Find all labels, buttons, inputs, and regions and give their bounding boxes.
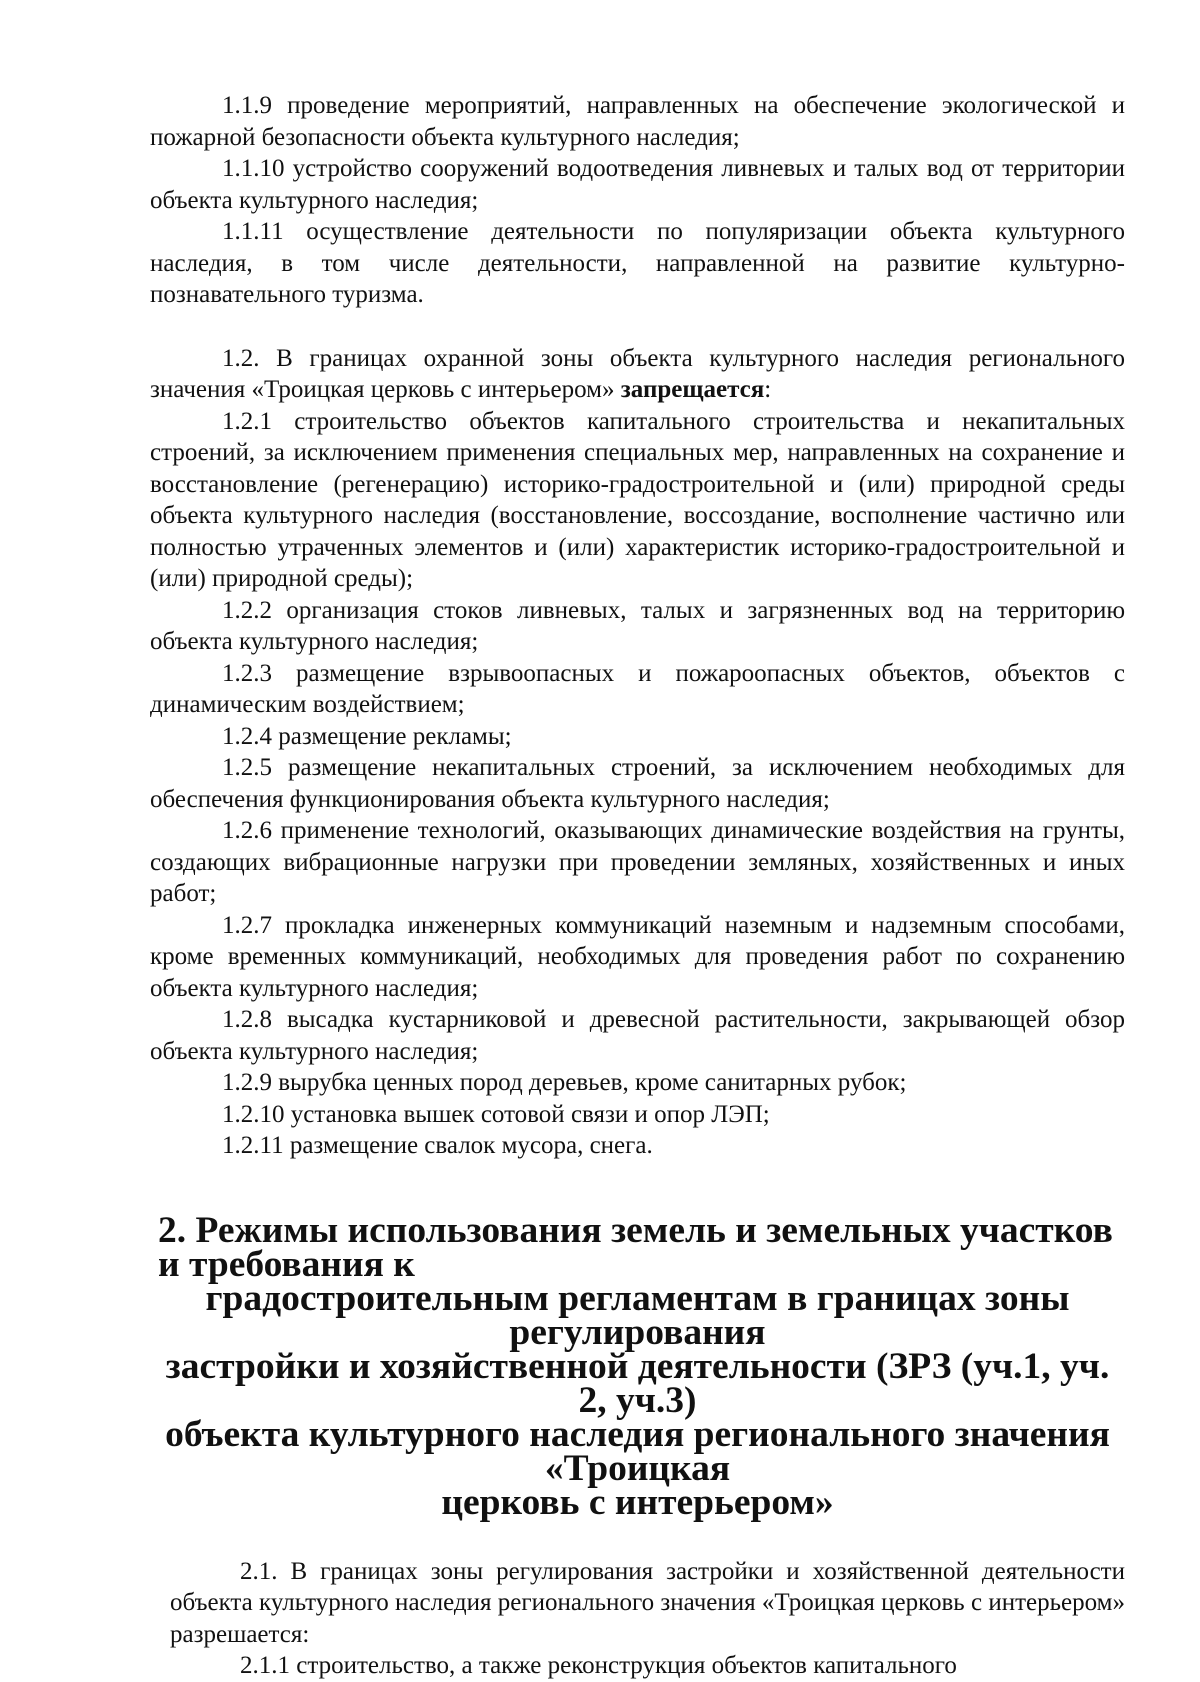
paragraph-1-2-6: 1.2.6 применение технологий, оказывающих динамические воздействия на грунты, создающих вибрационные нагрузки при проведении земляных, хозяйственных и иных работ; [150, 817, 1125, 907]
spacer [150, 1162, 1125, 1214]
paragraph-1-2-4: 1.2.4 размещение рекламы; [222, 722, 512, 750]
section-2-heading-line: 2. Режимы использования земель и земельных участков и требования к [158, 1209, 1113, 1285]
paragraph-1-2-11: 1.2.11 размещение свалок мусора, снега. [222, 1132, 653, 1159]
paragraph-1-2-text: 1.2. В границах охранной зоны объекта культурного наследия регионального значения «Троицкая церковь с интерьером» [150, 344, 1125, 403]
paragraph-1-2-5: 1.2.5 размещение некапитальных строений, за исключением необходимых для обеспечения функционирования объекта культурного наследия; [150, 754, 1125, 813]
paragraph-1-1-9: 1.1.9 проведение мероприятий, направленных на обеспечение экологической и пожарной безопасности объекта культурного наследия; [150, 92, 1125, 151]
section-2-heading-line: церковь с интерьером» [441, 1481, 834, 1523]
paragraph-1-2-1: 1.2.1 строительство объектов капитального строительства и некапитальных строений, за исключением применения специальных мер, направленных на сохранение и восстановление (регенерацию) историко-градостроительной и (или) природной среды объекта культурного наследия (восстановление, воссоздание, восполнение частично или полностью утраченных элементов и (или) характеристик историко-градостроительной и (или) природной среды); [150, 407, 1125, 592]
paragraph-1-2-8: 1.2.8 высадка кустарниковой и древесной растительности, закрывающей обзор объекта культурного наследия; [150, 1006, 1125, 1065]
paragraph-1-2-7: 1.2.7 прокладка инженерных коммуникаций наземным и надземным способами, кроме временных коммуникаций, необходимых для проведения работ по сохранению объекта культурного наследия; [150, 911, 1125, 1002]
paragraph-1-2-10: 1.2.10 установка вышек сотовой связи и опор ЛЭП; [222, 1100, 770, 1128]
paragraph-1-2-tail: : [764, 376, 772, 403]
paragraph-1-2-9: 1.2.9 вырубка ценных пород деревьев, кроме санитарных рубок; [222, 1069, 907, 1096]
section-2-heading-line: объекта культурного наследия регионального значения «Троицкая [165, 1413, 1110, 1489]
paragraph-1-1-10: 1.1.10 устройство сооружений водоотведения ливневых и талых вод от территории объекта культурного наследия; [150, 155, 1125, 214]
paragraph-1-2-2: 1.2.2 организация стоков ливневых, талых и загрязненных вод на территорию объекта культурного наследия; [150, 596, 1125, 655]
paragraph-1-2 [150, 343, 1125, 406]
section-2-heading-line: застройки и хозяйственной деятельности (ЗРЗ (уч.1, уч. 2, уч.3) [165, 1345, 1110, 1421]
paragraph-2-1-1: 2.1.1 строительство, а также реконструкция объектов капитального [240, 1652, 957, 1679]
section-2-heading-line: градостроительным регламентам в границах зоны регулирования [205, 1277, 1070, 1353]
paragraph-1-1-11: 1.1.11 осуществление деятельности по популяризации объекта культурного наследия, в том числе деятельности, направленной на развитие культурно- познавательного туризма. [150, 218, 1125, 308]
paragraph-1-2-3: 1.2.3 размещение взрывоопасных и пожароопасных объектов, объектов с динамическим воздействием; [150, 659, 1125, 718]
document-page [150, 90, 1125, 1682]
spacer [150, 311, 1125, 343]
section-2-body [150, 1556, 1125, 1682]
paragraph-2-1: 2.1. В границах зоны регулирования застройки и хозяйственной деятельности объекта культурного наследия регионального значения «Троицкая церковь с интерьером» разрешается: [170, 1557, 1125, 1648]
paragraph-1-2-emphasis: запрещается [620, 376, 765, 403]
section-2-heading [150, 1209, 1125, 1523]
spacer [150, 1520, 1125, 1556]
